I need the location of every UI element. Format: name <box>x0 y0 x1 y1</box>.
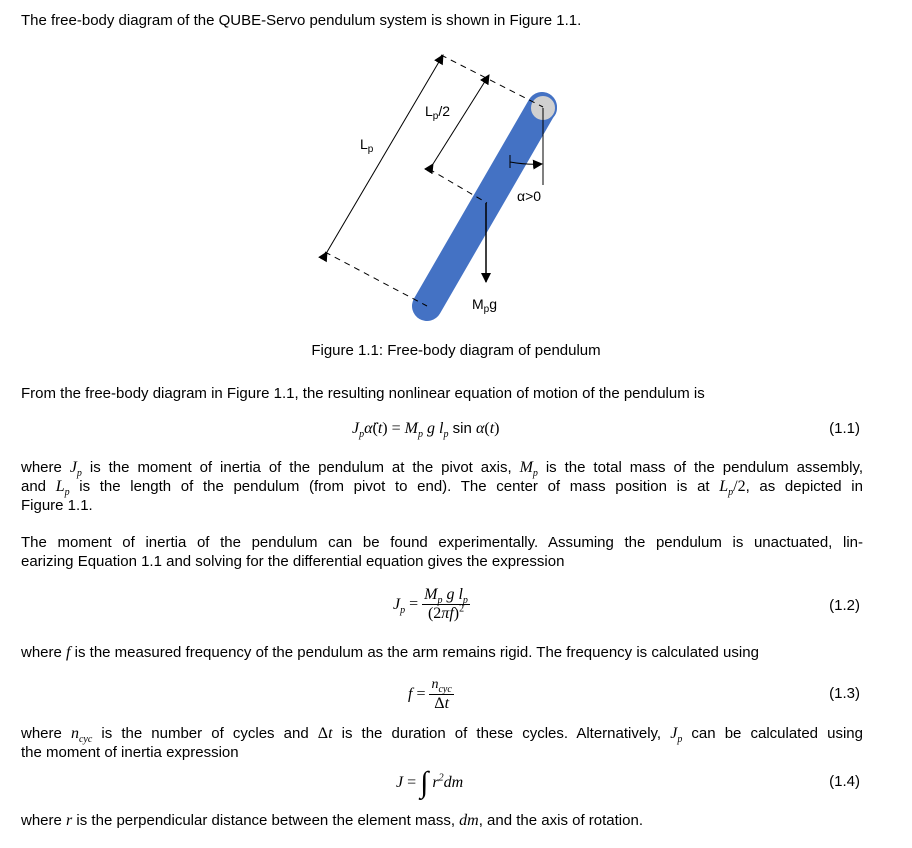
equation-number-1-4: (1.4) <box>829 773 860 790</box>
label-alpha: α>0 <box>517 188 542 204</box>
equation-1-3: f = $\frac{n_{cyc}}{\Delta t}$ (1.3) <box>408 677 860 712</box>
figure-caption: Figure 1.1: Free-body diagram of pendulum <box>311 342 601 359</box>
paragraph-where-jp-line3: Figure 1.1. <box>21 497 93 514</box>
equation-number-1-2: (1.2) <box>829 597 860 614</box>
label-weight: $M_pg$ <box>472 296 498 315</box>
paragraph-eom-intro: From the free-body diagram in Figure 1.1, the resulting nonlinear equation of motion of the pendulum is <box>21 385 705 402</box>
paragraph-frequency: where f is the measured frequency of the pendulum as the arm remains rigid. The frequency is calculated using <box>21 644 759 661</box>
lp-dimension-arrow <box>327 55 443 252</box>
pendulum-rod <box>427 107 542 306</box>
intro-text: The free-body diagram of the QUBE-Servo pendulum system is shown in Figure 1.1. <box>21 12 582 29</box>
equation-1-2: $J_p$ = $\frac{M_p g l_p}{(2\pi f)^2}$ (1.2) <box>393 586 860 622</box>
paragraph-where-jp: where $J_p$ is the moment of inertia of the pendulum at the pivot axis, $M_p$ is the total mass of the pendulum assembly, <box>21 459 863 480</box>
paragraph-r-distance: where r is the perpendicular distance between the element mass, dm, and the axis of rotation. <box>21 812 643 829</box>
dashed-bottom-ref <box>325 252 427 306</box>
paragraph-moment-inertia-line2: earizing Equation 1.1 and solving for the differential equation gives the expression <box>21 553 565 570</box>
equation-1-4: J = ∫ $r^2dm$ (1.4) <box>396 766 860 800</box>
free-body-diagram <box>0 0 912 340</box>
paragraph-moment-inertia: The moment of inertia of the pendulum can be found experimentally. Assuming the pendulum is unactuated, lin- <box>21 534 863 551</box>
label-lp-half: $L_p/2$ <box>425 103 451 122</box>
equation-number-1-3: (1.3) <box>829 685 860 702</box>
lp-half-dimension-arrow <box>433 75 489 164</box>
equation-number-1-1: (1.1) <box>829 420 860 437</box>
dashed-mid-ref <box>429 169 487 203</box>
paragraph-where-jp-line2: and $L_p$ is the length of the pendulum (from pivot to end). The center of mass position is at $L_p/2$, as depicted in <box>21 478 863 499</box>
paragraph-ncyc-line2: the moment of inertia expression <box>21 744 239 761</box>
dashed-top-ref <box>441 55 543 107</box>
label-lp: $L_p$ <box>360 136 374 155</box>
paragraph-ncyc: where $n_{cyc}$ is the number of cycles and Δt is the duration of these cycles. Alternatively, $J_p$ can be calculated using <box>21 725 863 746</box>
